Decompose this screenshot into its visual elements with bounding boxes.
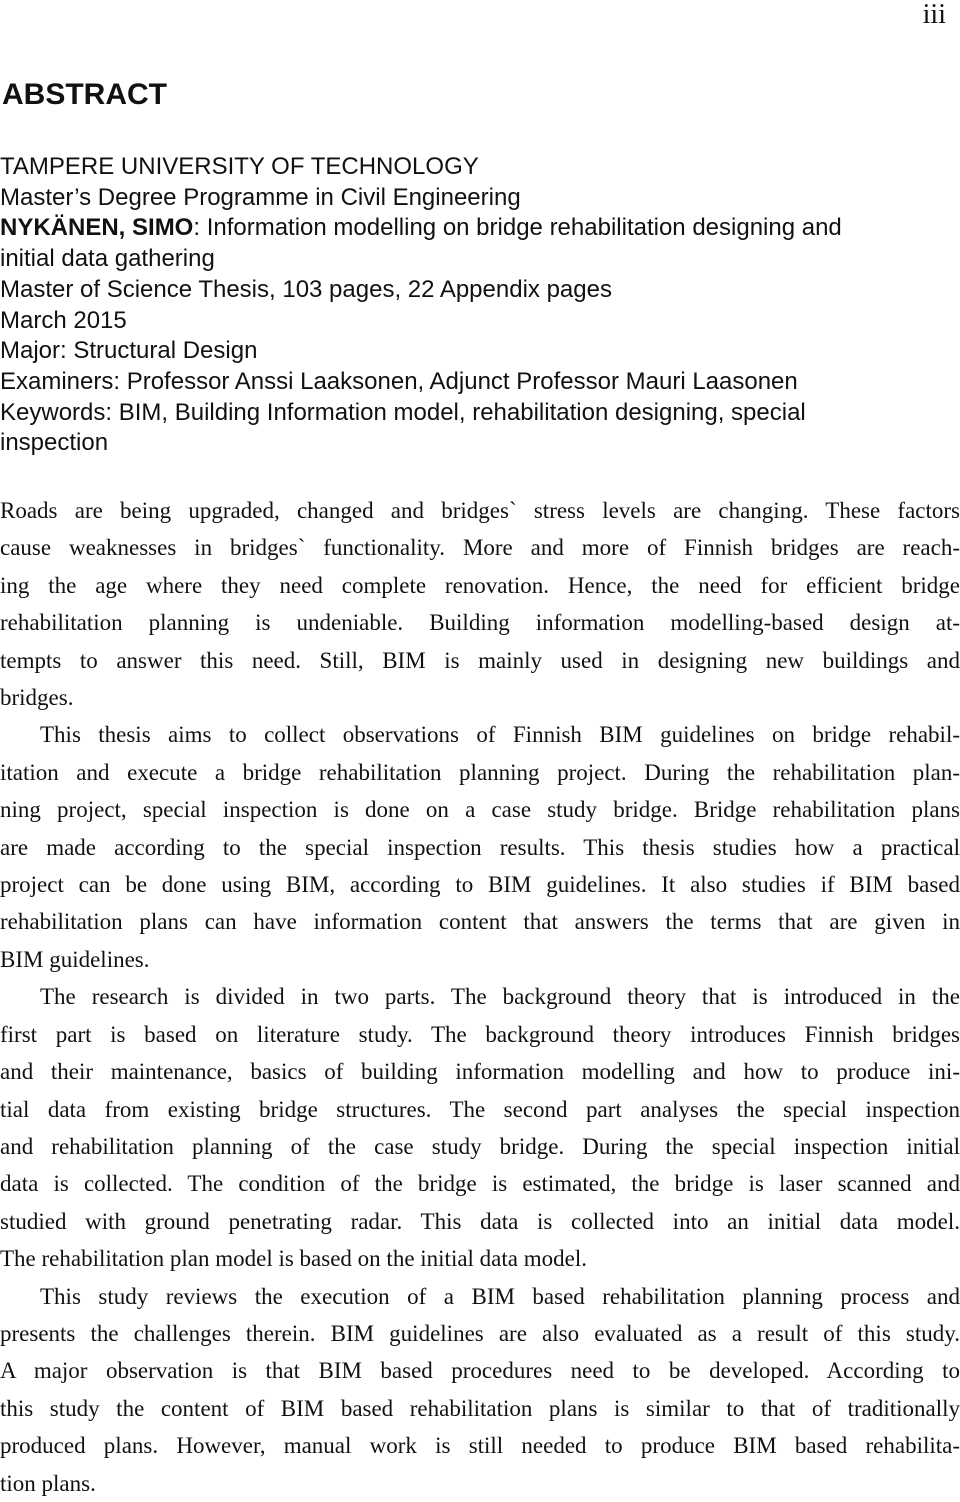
abstract-line: data is collected. The condition of the bridge is estimated, the bridge is laser scanned and: [0, 1171, 960, 1197]
university-name: TAMPERE UNIVERSITY OF TECHNOLOGY: [0, 153, 479, 180]
author-title-line: [0, 213, 960, 244]
thesis-keywords-line-1: Keywords: BIM, Building Information model, rehabilitation designing, special: [0, 398, 806, 426]
abstract-line: The rehabilitation plan model is based on the initial data model.: [0, 1246, 587, 1272]
abstract-line: This study reviews the execution of a BIM based rehabilitation planning process and: [40, 1283, 960, 1309]
abstract-line: tempts to answer this need. Still, BIM is mainly used in designing new buildings and: [0, 647, 960, 673]
abstract-body: [0, 492, 960, 1502]
abstract-line: BIM guidelines.: [0, 946, 150, 972]
thesis-keywords-line-2: inspection: [0, 429, 109, 457]
thesis-metadata: [0, 152, 960, 459]
abstract-line: and their maintenance, basics of building information modelling and how to produce ini-: [0, 1059, 960, 1085]
abstract-line: itation and execute a bridge rehabilitation planning project. During the rehabilitation plan-: [0, 759, 960, 785]
page-number: iii: [922, 0, 946, 30]
abstract-line: A major observation is that BIM based procedures need to be developed. According to: [0, 1358, 960, 1384]
abstract-paragraph: [0, 1278, 960, 1502]
abstract-line: rehabilitation plans can have information content that answers the terms that are given in: [0, 909, 960, 935]
abstract-line: tial data from existing bridge structures. The second part analyses the special inspection: [0, 1096, 960, 1122]
degree-programme: Master’s Degree Programme in Civil Engineering: [0, 183, 521, 211]
abstract-line: cause weaknesses in bridges` functionality. More and more of Finnish bridges are reach-: [0, 535, 960, 561]
abstract-line: are made according to the special inspection results. This thesis studies how a practical: [0, 834, 960, 860]
abstract-heading: ABSTRACT: [2, 78, 167, 111]
abstract-line: first part is based on literature study. The background theory introduces Finnish bridges: [0, 1021, 960, 1047]
abstract-line: ning project, special inspection is done on a case study bridge. Bridge rehabilitation plans: [0, 797, 960, 823]
abstract-line: Roads are being upgraded, changed and bridges` stress levels are changing. These factors: [0, 498, 960, 523]
abstract-paragraph: [0, 492, 960, 716]
thesis-title-part-1: : Information modelling on bridge rehabilitation designing and: [193, 214, 842, 242]
abstract-line: produced plans. However, manual work is still needed to produce BIM based rehabilita-: [0, 1433, 960, 1459]
abstract-line: this study the content of BIM based rehabilitation plans is similar to that of traditionally: [0, 1395, 960, 1421]
abstract-line: This thesis aims to collect observations of Finnish BIM guidelines on bridge rehabil-: [40, 722, 960, 748]
abstract-paragraph: [0, 716, 960, 978]
thesis-info: Master of Science Thesis, 103 pages, 22 Appendix pages: [0, 275, 612, 303]
abstract-line: ing the age where they need complete renovation. Hence, the need for efficient bridge: [0, 572, 960, 598]
thesis-examiners: Examiners: Professor Anssi Laaksonen, Adjunct Professor Mauri Laasonen: [0, 367, 798, 395]
abstract-line: and rehabilitation planning of the case study bridge. During the special inspection initial: [0, 1133, 960, 1159]
abstract-line: rehabilitation planning is undeniable. Building information modelling-based design at-: [0, 610, 960, 636]
abstract-line: studied with ground penetrating radar. This data is collected into an initial data model.: [0, 1208, 960, 1234]
abstract-line: presents the challenges therein. BIM guidelines are also evaluated as a result of this study.: [0, 1320, 960, 1346]
abstract-line: bridges.: [0, 685, 74, 711]
thesis-title-part-2: initial data gathering: [0, 245, 215, 273]
abstract-line: project can be done using BIM, according to BIM guidelines. It also studies if BIM based: [0, 872, 960, 898]
abstract-paragraph: [0, 978, 960, 1277]
author-name: NYKÄNEN, SIMO: [0, 214, 194, 242]
thesis-date: March 2015: [0, 306, 127, 334]
abstract-line: The research is divided in two parts. The background theory that is introduced in the: [40, 984, 960, 1010]
thesis-major: Major: Structural Design: [0, 337, 258, 365]
abstract-line: tion plans.: [0, 1470, 96, 1496]
